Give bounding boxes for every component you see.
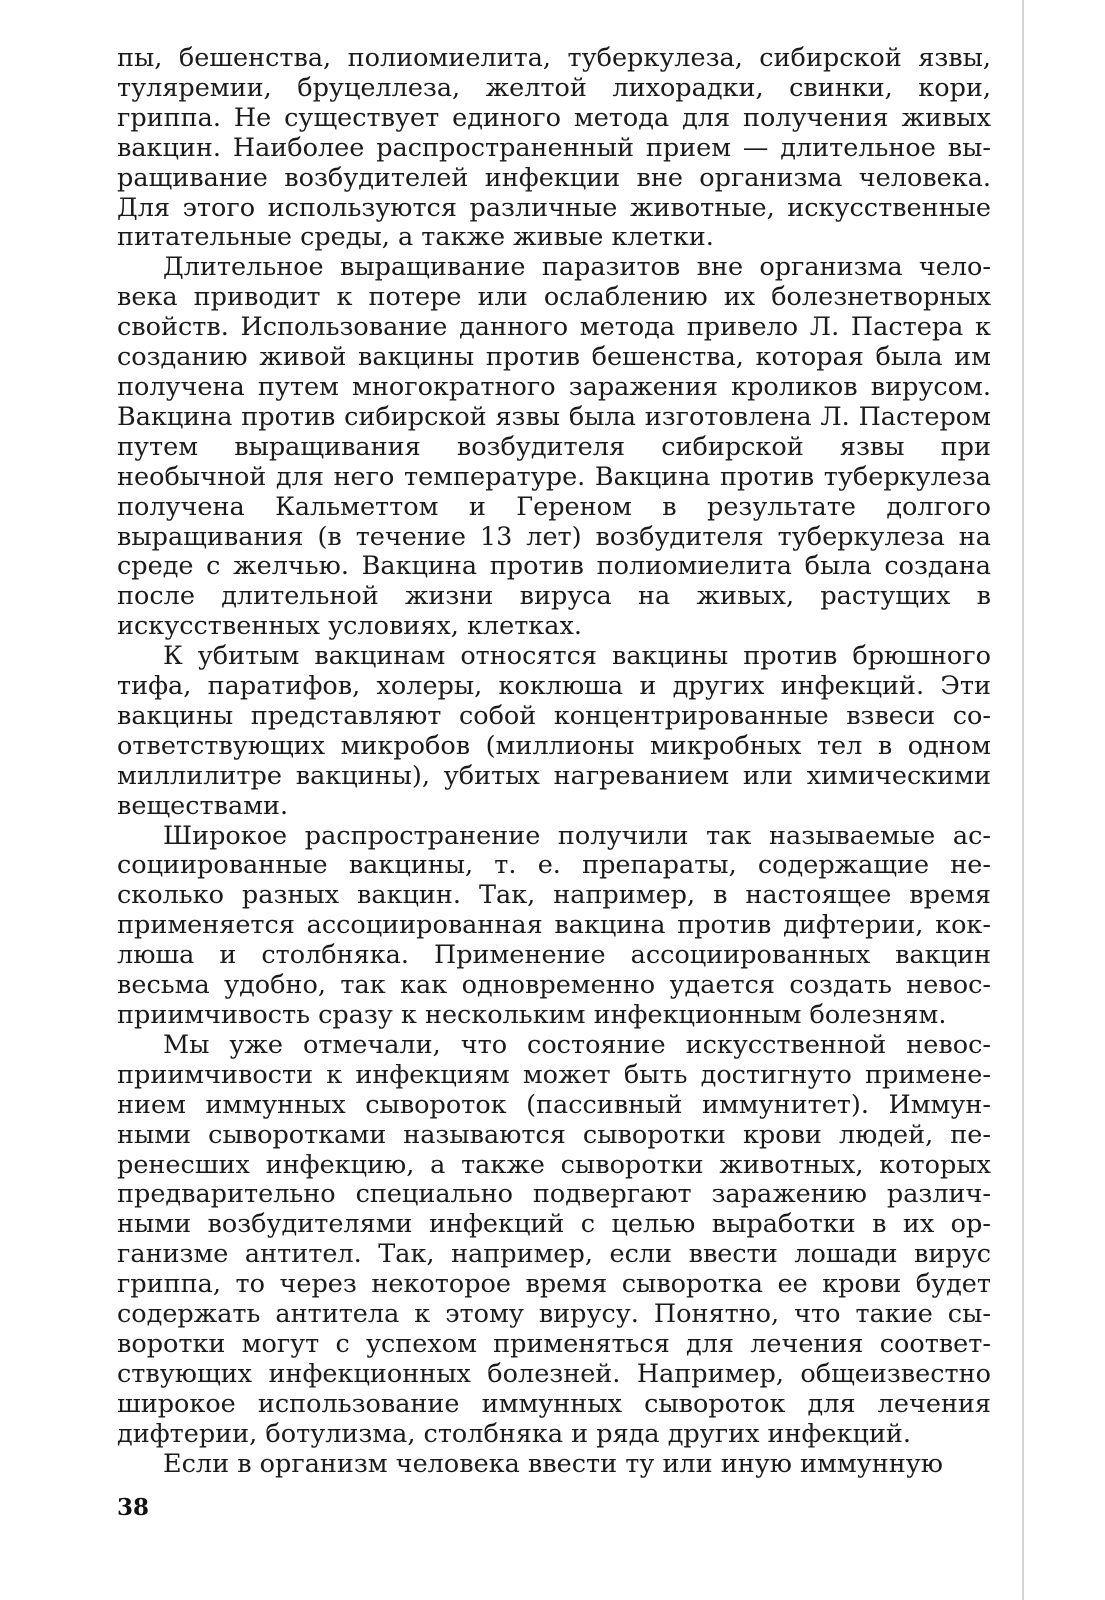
paragraph: Длительное выращивание паразитов вне организма человека приводит к потере или ослаблению их болезнетворных свойств. Использование данного метода привело Л. Пастера к созданию живой вакцины против бешенства, которая была им получена путем многократного заражения кроликов вирусом. Вакцина против сибирской язвы была изготовлена Л. Пастером путем выращивания возбудителя сибирской язвы при необычной для него температуре. Вакцина против туберкулеза получена Кальметтом и Гереном в результате долгого выращивания (в течение 13 лет) возбудителя туберкулеза на среде с желчью. Вакцина против полиомиелита была создана после длительной жизни вируса на живых, растущих в искусственных условиях, клетках. [117, 252, 991, 642]
paragraph: Если в организм человека ввести ту или иную иммунную [163, 1448, 943, 1479]
paragraph: Мы уже отмечали, что состояние искусственной невосприимчивости к инфекциям может быть достигнуто применением иммунных сывороток (пассивный иммунитет). Иммунными сыворотками называются сыворотки крови людей, перенесших инфекцию, а также сыворотки животных, которых предварительно специально подвергают заражению различными возбудителями инфекций с целью выработки в их организме антител. Так, например, если ввести лошади вирус гриппа, то через некоторое время сыворотка ее крови будет содержать антитела к этому вирусу. Понятно, что такие сыворотки могут с успехом применяться для лечения соответствующих инфекционных болезней. Например, общеизвестно широкое использование иммунных сывороток для лечения дифтерии, ботулизма, столбняка и ряда других инфекций. [117, 1029, 991, 1449]
body-text [117, 44, 991, 1480]
page-number: 38 [117, 1494, 150, 1521]
paragraph: К убитым вакцинам относятся вакцины против брюшного тифа, паратифов, холеры, коклюша и других инфекций. Эти вакцины представляют собой концентрированные взвеси соответствующих микробов (миллионы микробных тел в одном миллилитре вакцины), убитых нагреванием или химическими веществами. [117, 641, 991, 821]
paragraph: Широкое распространение получили так называемые ассоциированные вакцины, т. е. препараты, содержащие несколько разных вакцин. Так, например, в настоящее время применяется ассоциированная вакцина против дифтерии, коклюша и столбняка. Применение ассоциированных вакцин весьма удобно, так как одновременно удается создать невосприимчивость сразу к нескольким инфекционным болезням. [117, 820, 991, 1030]
paragraph: пы, бешенства, полиомиелита, туберкулеза, сибирской язвы, туляремии, бруцеллеза, желтой лихорадки, свинки, кори, гриппа. Не существует единого метода для получения живых вакцин. Наиболее распространенный прием — длительное выращивание возбудителей инфекции вне организма человека. Для этого используются различные животные, искусственные питательные среды, а также живые клетки. [117, 43, 991, 253]
page-edge-divider [1022, 0, 1024, 1600]
